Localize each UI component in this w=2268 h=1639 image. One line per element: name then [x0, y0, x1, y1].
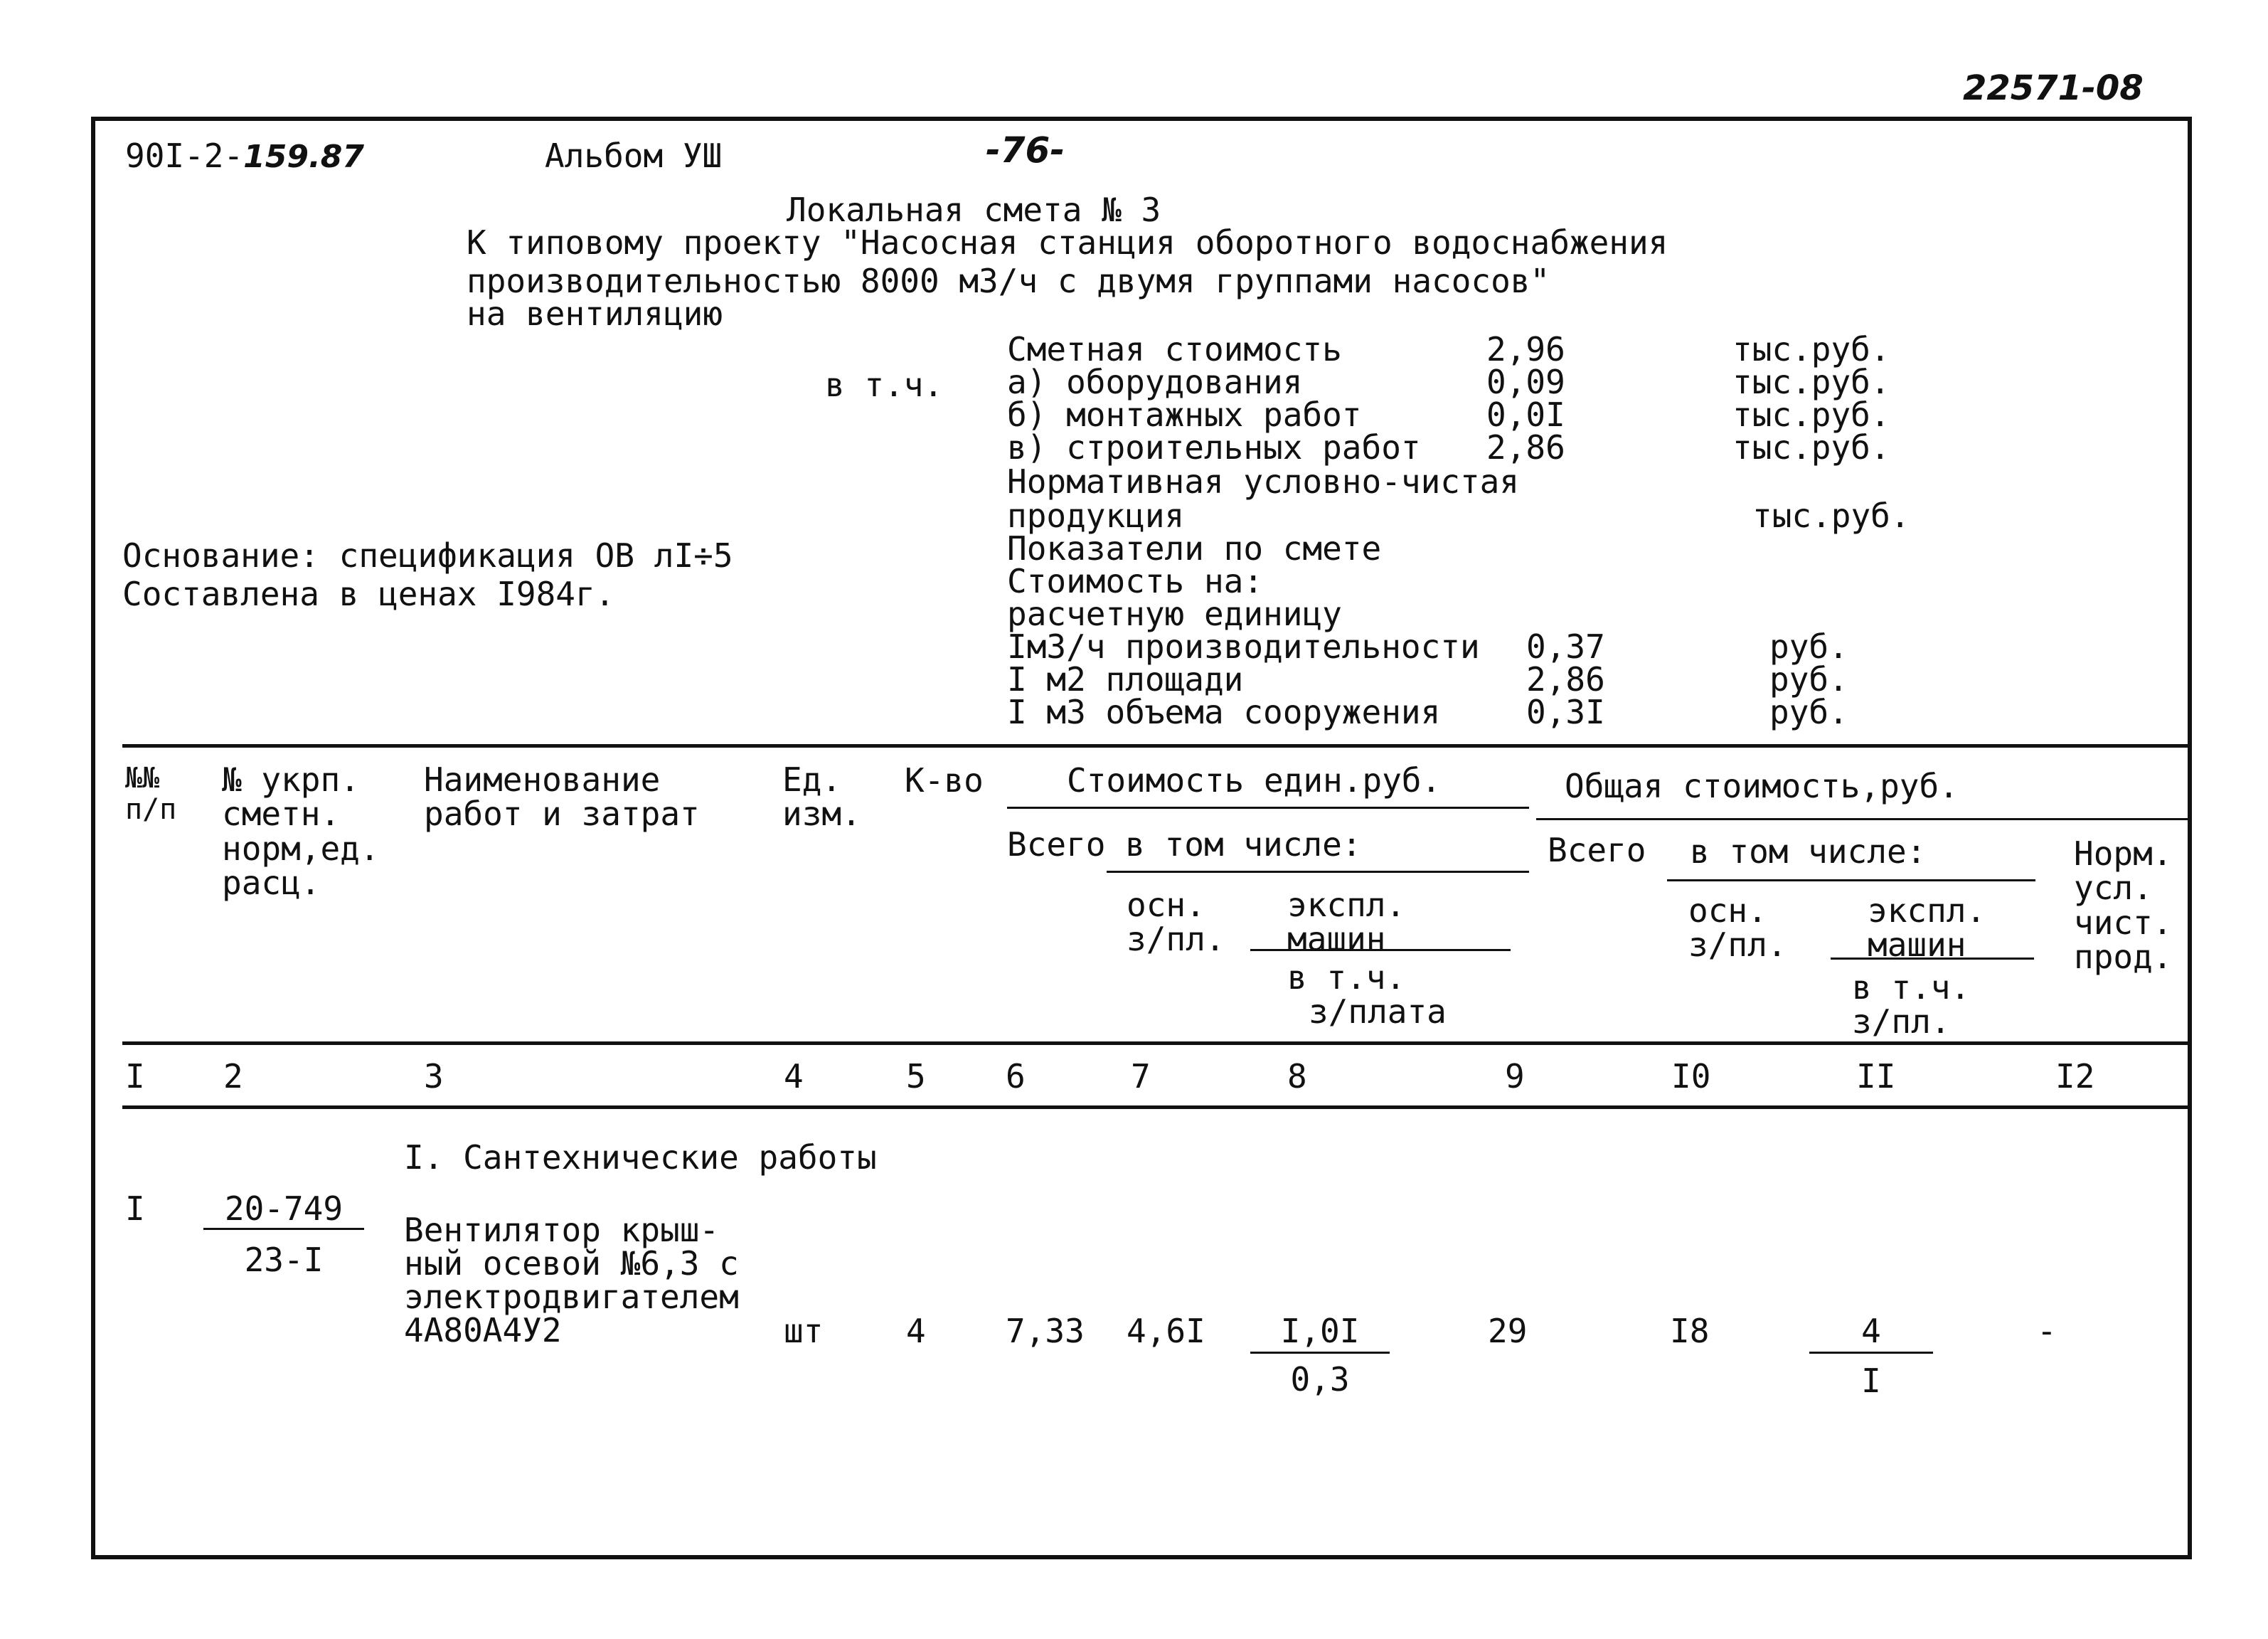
cost-row-value: 2,86	[1486, 428, 1565, 467]
project-title-line2: производительностью 8000 м3/ч с двумя группами насосов"	[467, 262, 1550, 300]
header-norm-code-c: норм,ед.	[222, 829, 380, 868]
header-unit-machine-wage-b: з/плата	[1309, 992, 1447, 1031]
header-total-machine-wage-a: в т.ч.	[1852, 968, 1971, 1007]
page-number: -76-	[986, 129, 1065, 171]
header-normative-b: усл.	[2074, 869, 2153, 908]
project-title-line1: К типовому проекту "Насосная станция оборотного водоснабжения	[467, 223, 1668, 262]
header-unit-machine-wage	[1287, 960, 1447, 1029]
row-unit-machine-wage: 0,3	[1290, 1360, 1350, 1399]
including-label: в т.ч.	[825, 366, 944, 404]
normative-label: Нормативная условно-чистая	[1007, 462, 1520, 501]
total-cost-rule	[1536, 818, 2188, 820]
archive-stamp: 22571-08	[1963, 68, 2144, 108]
unit-incl-rule	[1107, 871, 1529, 873]
colnum-bottom-rule	[122, 1105, 2188, 1109]
row-normative: -	[2037, 1312, 2057, 1350]
header-total-machine-wage-b: з/пл.	[1852, 1002, 1951, 1041]
header-total-cost-group: Общая стоимость,руб.	[1565, 767, 1959, 805]
header-unit-cost-group: Стоимость един.руб.	[1067, 761, 1442, 800]
price-basis-line: Составлена в ценах I984г.	[122, 575, 615, 613]
row-norm-code-top: 20-749	[224, 1189, 344, 1228]
column-number: II	[1856, 1057, 1896, 1096]
table-top-rule	[122, 744, 2188, 748]
header-unit-machine-wage-a: в т.ч.	[1287, 958, 1406, 997]
header-total-machine-b: машин	[1868, 925, 1966, 965]
header-total-wage-b: з/пл.	[1688, 925, 1787, 965]
project-number	[125, 139, 364, 173]
section-title: I. Сантехнические работы	[404, 1138, 877, 1177]
header-work-name-b: работ и затрат	[424, 795, 700, 834]
header-total-wage-a: осн.	[1688, 891, 1767, 930]
header-unit-total: Всего в том числе:	[1007, 825, 1362, 864]
indicator-label: Iм3/ч производительности	[1007, 627, 1480, 666]
header-unit-wage-b: з/пл.	[1127, 920, 1225, 959]
header-unit-machine-b: машин	[1287, 920, 1386, 959]
header-normative-c: чист.	[2074, 903, 2173, 942]
header-total-machine-wage	[1852, 970, 1970, 1039]
row-total-wage: I8	[1670, 1312, 1710, 1350]
header-unit-wage	[1127, 888, 1225, 957]
normative-label-cont: продукция	[1007, 497, 1185, 535]
header-normative-d: прод.	[2074, 937, 2173, 976]
total-incl-rule	[1667, 879, 2035, 881]
column-number: 4	[784, 1057, 804, 1096]
header-unit	[782, 760, 861, 834]
column-number: 9	[1505, 1057, 1525, 1096]
row-norm-code-bottom: 23-I	[244, 1241, 324, 1279]
row-work-name-line: электродвигателем	[404, 1277, 739, 1316]
header-total-incl: в том числе:	[1690, 832, 1927, 871]
indicator-label: I м2 площади	[1007, 660, 1244, 699]
indicator-value: 2,86	[1526, 660, 1605, 699]
row-total-machine: 4	[1861, 1312, 1881, 1350]
album-label: Альбом УШ	[545, 137, 723, 175]
header-normative-a: Норм.	[2074, 834, 2173, 873]
total-machine-fraction-line	[1809, 1352, 1933, 1354]
column-number: I	[125, 1057, 145, 1096]
code-fraction-line	[203, 1228, 364, 1230]
indicator-value: 0,3I	[1526, 693, 1605, 731]
header-unit-machine	[1287, 888, 1405, 957]
row-work-name-line: ный осевой №6,3 с	[404, 1243, 739, 1283]
column-number: I0	[1671, 1057, 1711, 1096]
header-total-sum: Всего	[1548, 831, 1646, 869]
row-unit: шт	[784, 1312, 824, 1350]
cost-row-value: 0,0I	[1486, 396, 1565, 434]
column-number: 2	[223, 1057, 243, 1096]
column-number: 8	[1287, 1057, 1307, 1096]
row-unit-wage: 4,6I	[1127, 1312, 1205, 1350]
header-norm-code	[222, 760, 380, 902]
unit-machine-fraction-line	[1250, 1352, 1390, 1354]
header-norm-code-a: № укрп.	[222, 760, 360, 799]
header-total-wage	[1688, 891, 1787, 965]
project-suffix: 159.87	[243, 139, 364, 175]
indicators-title: Показатели по смете	[1007, 529, 1382, 568]
header-num-b: п/п	[125, 793, 177, 826]
indicator-label: I м3 объема сооружения	[1007, 693, 1441, 731]
cost-row-label: а) оборудования	[1007, 363, 1303, 401]
row-unit-machine: I,0I	[1280, 1312, 1360, 1350]
row-unit-total: 7,33	[1006, 1312, 1085, 1350]
cost-row-label: в) строительных работ	[1007, 428, 1421, 467]
header-norm-code-d: расц.	[222, 863, 321, 902]
header-num-a: №№	[125, 762, 160, 795]
header-num	[125, 763, 176, 825]
header-bottom-rule	[122, 1041, 2188, 1045]
basis-line: Основание: спецификация ОВ лI÷5	[122, 536, 733, 575]
cost-row-unit: тыс.руб.	[1732, 428, 1890, 467]
header-work-name-a: Наименование	[424, 760, 661, 799]
header-norm-code-b: сметн.	[222, 795, 341, 834]
project-title-line3: на вентиляцию	[467, 295, 723, 333]
cost-row-unit: тыс.руб.	[1732, 396, 1890, 434]
row-total: 29	[1488, 1312, 1528, 1350]
cost-row-value: 0,09	[1486, 363, 1565, 401]
cost-row-value: 2,96	[1486, 330, 1565, 368]
estimate-title: Локальная смета № 3	[787, 191, 1161, 229]
column-number: 3	[424, 1057, 444, 1096]
indicator-unit: руб.	[1769, 660, 1848, 699]
row-work-name-line: 4А80А4У2	[404, 1310, 562, 1349]
cost-per-label-cont: расчетную единицу	[1007, 595, 1342, 633]
column-number: I2	[2055, 1057, 2095, 1096]
column-number: 6	[1006, 1057, 1026, 1096]
header-total-machine-a: экспл.	[1868, 891, 1986, 930]
column-number: 5	[906, 1057, 926, 1096]
row-qty: 4	[906, 1312, 926, 1350]
row-work-name-line: Вентилятор крыш-	[404, 1211, 720, 1249]
column-number: 7	[1131, 1057, 1151, 1096]
indicator-unit: руб.	[1769, 627, 1848, 666]
cost-row-label: б) монтажных работ	[1007, 396, 1362, 434]
project-prefix: 90I-2-	[125, 137, 244, 175]
row-work-name	[404, 1211, 739, 1349]
header-qty: К-во	[905, 761, 984, 800]
row-number: I	[125, 1189, 145, 1228]
cost-row-label: Сметная стоимость	[1007, 330, 1342, 368]
cost-per-label: Стоимость на:	[1007, 562, 1264, 600]
indicator-value: 0,37	[1526, 627, 1605, 666]
cost-row-unit: тыс.руб.	[1732, 330, 1890, 368]
row-total-machine-wage: I	[1861, 1362, 1881, 1400]
normative-unit: тыс.руб.	[1752, 497, 1910, 535]
header-work-name	[424, 760, 700, 834]
header-unit-b: изм.	[782, 795, 861, 834]
unit-cost-rule	[1007, 807, 1529, 809]
header-unit-machine-a: экспл.	[1287, 886, 1406, 924]
header-unit-wage-a: осн.	[1127, 886, 1205, 924]
header-unit-a: Ед.	[782, 760, 842, 799]
header-total-machine	[1868, 891, 1986, 965]
cost-row-unit: тыс.руб.	[1732, 363, 1890, 401]
header-normative	[2074, 834, 2173, 976]
indicator-unit: руб.	[1769, 693, 1848, 731]
